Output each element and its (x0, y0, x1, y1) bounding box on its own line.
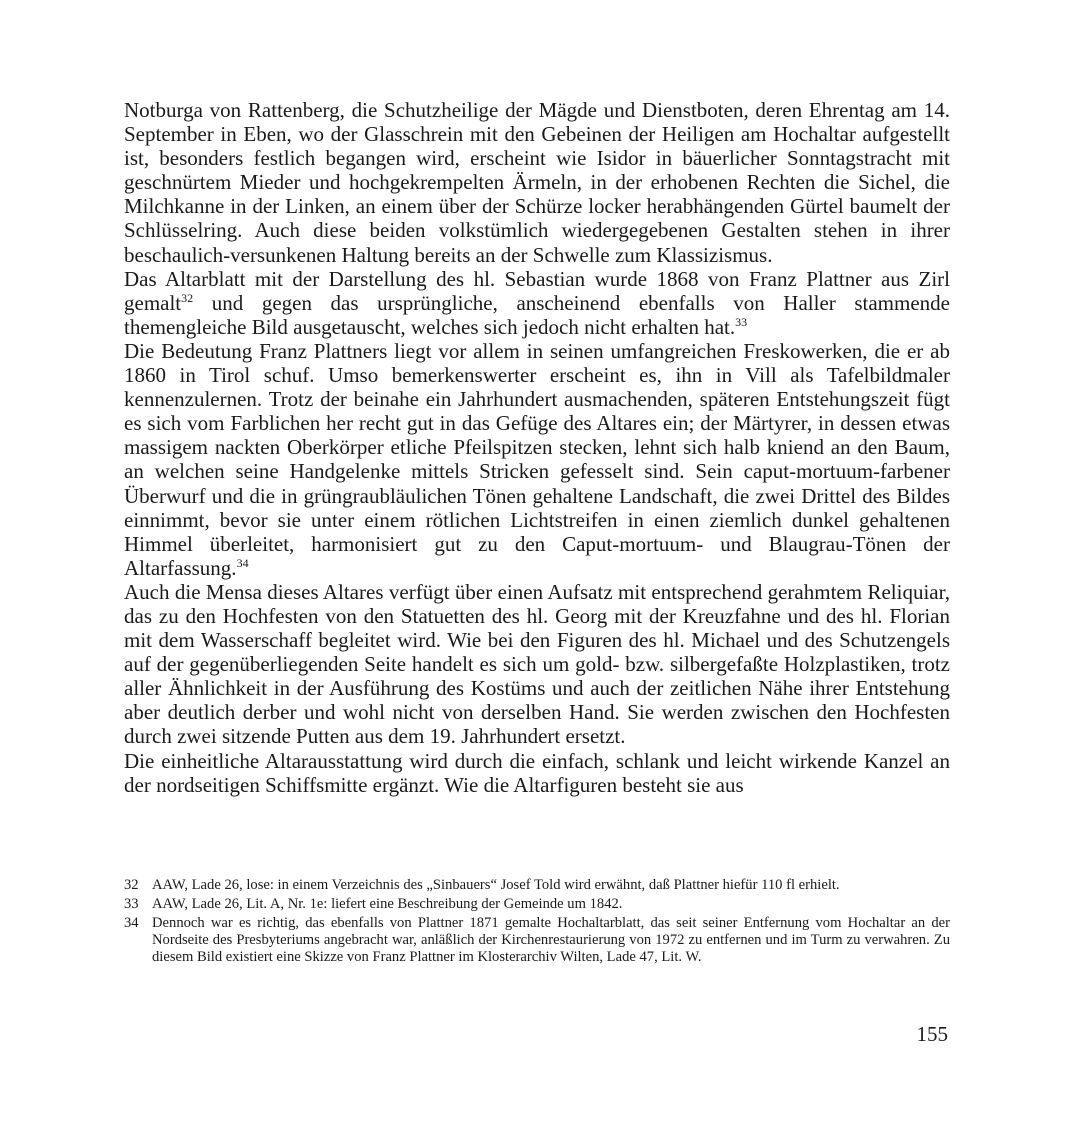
paragraph (124, 749, 950, 797)
footnote (124, 915, 950, 966)
paragraph (124, 98, 950, 267)
paragraph-text: Die Bedeutung Franz Plattners liegt vor allem in seinen umfangreichen Freskowerken, die er ab 1860 in Tirol schuf. Umso bemerkenswerter erscheint es, ihn in Vill als Tafelbildmaler kennenzulernen. Trotz der beinahe ein Jahrhundert ausmachenden, späteren Entstehungszeit fügt es sich vom Farblichen her recht gut in das Gefüge des Altares ein; der Märtyrer, in dessen etwas massigem nackten Oberkörper etliche Pfeilspitzen stecken, lehnt sich halb kniend an den Baum, an welchen seine Handgelenke mittels Stricken gefesselt sind. Sein caput-mortuum-farbener Überwurf und die in grüngraubläulichen Tönen gehaltene Landschaft, die zwei Drittel des Bildes einnimmt, bevor sie unter einem rötlichen Lichtstreifen in einen ziemlich dunkel gehaltenen Himmel überleitet, harmonisiert gut zu den Caput-mortuum- und Blaugrau-Tönen der Altarfassung. (124, 338, 950, 580)
body-text (124, 98, 950, 797)
paragraph (124, 267, 950, 339)
footnote-text: AAW, Lade 26, Lit. A, Nr. 1e: liefert eine Beschreibung der Gemeinde um 1842. (152, 896, 623, 912)
footnotes (124, 877, 950, 968)
footnote-reference: 32 (181, 290, 194, 305)
paragraph-text: Auch die Mensa dieses Altares verfügt über einen Aufsatz mit entsprechend gerahmtem Reliquiar, das zu den Hochfesten von den Statuetten des hl. Georg mit der Kreuzfahne und des hl. Florian mit dem Wasserschaff begleitet wird. Wie bei den Figuren des hl. Michael und des Schutzengels auf der gegenüberliegenden Seite handelt es sich um gold- bzw. silbergefaßte Holzplastiken, trotz aller Ähnlichkeit in der Ausführung des Kostüms und auch der zeitlichen Nähe ihrer Entstehung aber deutlich derber und wohl nicht von derselben Hand. Sie werden zwischen den Hochfesten durch zwei sitzende Putten aus dem 19. Jahrhundert ersetzt. (124, 579, 950, 749)
footnote-number: 33 (124, 896, 139, 912)
paragraph (124, 339, 950, 580)
paragraph (124, 580, 950, 749)
footnote-text: Dennoch war es richtig, das ebenfalls von Plattner 1871 gemalte Hochaltarblatt, das seit seiner Entfernung vom Hochaltar an der Nordseite des Presbyteriums angebracht war, anläßlich der Kirchenrestaurierung von 1972 zu entfernen und im Turm zu verwahren. Zu diesem Bild existiert eine Skizze von Franz Plattner im Klosterarchiv Wilten, Lade 47, Lit. W. (152, 915, 950, 965)
paragraph-text: und gegen das ursprüngliche, anscheinend ebenfalls von Haller stammende themengleiche Bild ausgetauscht, welches sich jedoch nicht erhalten hat. (124, 290, 950, 339)
footnote-reference: 34 (236, 555, 249, 570)
footnote (124, 877, 950, 894)
footnote-number: 34 (124, 915, 139, 931)
footnote (124, 896, 950, 913)
paragraph-text: Notburga von Rattenberg, die Schutzheilige der Mägde und Dienstboten, deren Ehrentag am 14. September in Eben, wo der Glasschrein mit den Gebeinen der Heiligen am Hochaltar aufgestellt ist, besonders festlich begangen wird, erscheint wie Isidor in bäuerlicher Sonntagstracht mit geschnürtem Mieder und hochgekrempelten Ärmeln, in der erhobenen Rechten die Sichel, die Milchkanne in der Linken, an einem über der Schürze locker herabhängenden Gürtel baumelt der Schlüsselring. Auch diese beiden volkstümlich wiedergegebenen Gestalten stehen in ihrer beschaulich-versunkenen Haltung bereits an der Schwelle zum Klassizismus. (124, 98, 950, 267)
footnote-text: AAW, Lade 26, lose: in einem Verzeichnis des „Sinbauers“ Josef Told wird erwähnt, daß Plattner hiefür 110 fl erhielt. (152, 877, 840, 893)
paragraph-text: Das Altarblatt mit der Darstellung des hl. Sebastian wurde 1868 von Franz Plattner aus Zirl gemalt (124, 266, 950, 315)
paragraph-text: Die einheitliche Altarausstattung wird durch die einfach, schlank und leicht wirkende Kanzel an der nordseitigen Schiffsmitte ergänzt. Wie die Altarfiguren besteht sie aus (124, 748, 950, 797)
page-number: 155 (916, 1022, 948, 1046)
footnote-reference: 33 (735, 314, 748, 329)
footnote-number: 32 (124, 877, 139, 893)
